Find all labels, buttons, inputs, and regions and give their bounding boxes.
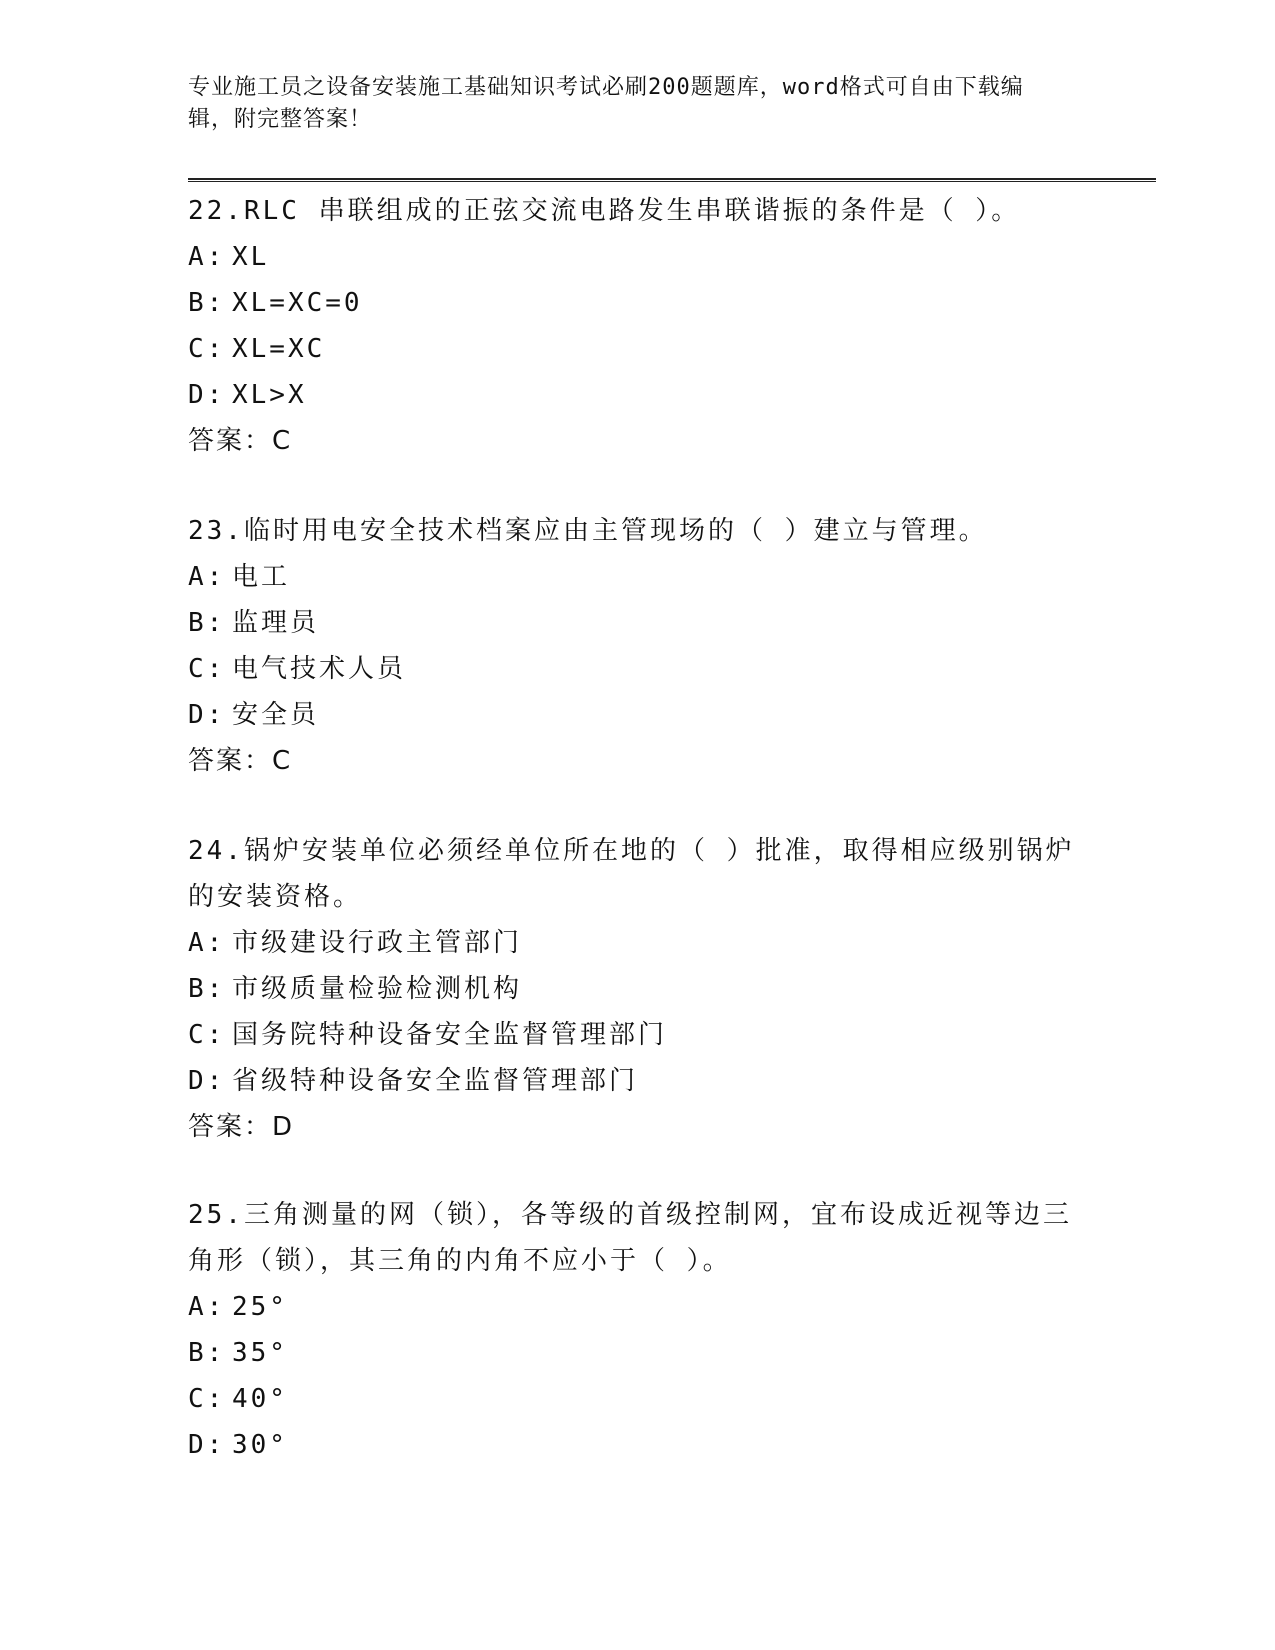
option-b xyxy=(188,966,1088,1012)
document-header: 专业施工员之设备安装施工基础知识考试必刷200题题库，word格式可自由下载编辑，附完整答案！ xyxy=(188,75,1024,132)
option-b xyxy=(188,600,1088,646)
option-a xyxy=(188,234,1088,280)
option-d xyxy=(188,1422,1088,1468)
option-letter: C: xyxy=(188,334,226,364)
option-text: 省级特种设备安全监督管理部门 xyxy=(232,1066,639,1096)
option-a xyxy=(188,920,1088,966)
option-letter: A: xyxy=(188,242,226,272)
question-23 xyxy=(188,508,1088,784)
option-letter: C: xyxy=(188,1020,226,1050)
option-letter: B: xyxy=(188,608,226,638)
option-text: 电工 xyxy=(232,562,291,592)
option-text: XL=XC xyxy=(232,334,326,364)
option-text: XL=XC=0 xyxy=(232,288,363,318)
option-c xyxy=(188,646,1088,692)
option-text: 市级质量检验检测机构 xyxy=(232,974,523,1004)
header-divider xyxy=(188,178,1156,182)
option-letter: B: xyxy=(188,1338,226,1368)
question-25 xyxy=(188,1192,1088,1468)
option-d xyxy=(188,1058,1088,1104)
option-text: 35° xyxy=(232,1338,288,1368)
option-letter: D: xyxy=(188,1066,226,1096)
option-text: 电气技术人员 xyxy=(232,654,407,684)
option-letter: B: xyxy=(188,974,226,1004)
question-24 xyxy=(188,828,1088,1150)
option-letter: C: xyxy=(188,654,226,684)
question-text: 22.RLC 串联组成的正弦交流电路发生串联谐振的条件是（ ）。 xyxy=(188,196,1021,226)
answer: 答案：D xyxy=(188,1112,295,1142)
option-a xyxy=(188,554,1088,600)
option-letter: A: xyxy=(188,562,226,592)
option-text: 市级建设行政主管部门 xyxy=(232,928,523,958)
option-letter: B: xyxy=(188,288,226,318)
option-text: 国务院特种设备安全监督管理部门 xyxy=(232,1020,668,1050)
option-letter: D: xyxy=(188,1430,226,1460)
question-text: 23.临时用电安全技术档案应由主管现场的（ ）建立与管理。 xyxy=(188,516,988,546)
option-text: 安全员 xyxy=(232,700,320,730)
option-text: 监理员 xyxy=(232,608,320,638)
answer: 答案：C xyxy=(188,426,293,456)
question-22 xyxy=(188,188,1088,464)
option-text: 25° xyxy=(232,1292,288,1322)
option-text: XL>X xyxy=(232,380,307,410)
option-b xyxy=(188,1330,1088,1376)
option-d xyxy=(188,692,1088,738)
option-b xyxy=(188,280,1088,326)
option-letter: C: xyxy=(188,1384,226,1414)
option-text: XL xyxy=(232,242,270,272)
question-text: 24.锅炉安装单位必须经单位所在地的（ ）批准，取得相应级别锅炉的安装资格。 xyxy=(188,836,1075,912)
option-text: 30° xyxy=(232,1430,288,1460)
option-d xyxy=(188,372,1088,418)
option-c xyxy=(188,1376,1088,1422)
option-c xyxy=(188,1012,1088,1058)
option-letter: D: xyxy=(188,700,226,730)
answer: 答案：C xyxy=(188,746,293,776)
option-letter: D: xyxy=(188,380,226,410)
option-letter: A: xyxy=(188,1292,226,1322)
option-letter: A: xyxy=(188,928,226,958)
option-c xyxy=(188,326,1088,372)
question-text: 25.三角测量的网（锁），各等级的首级控制网，宜布设成近视等边三角形（锁），其三角的内角不应小于（ ）。 xyxy=(188,1200,1072,1276)
option-a xyxy=(188,1284,1088,1330)
option-text: 40° xyxy=(232,1384,288,1414)
